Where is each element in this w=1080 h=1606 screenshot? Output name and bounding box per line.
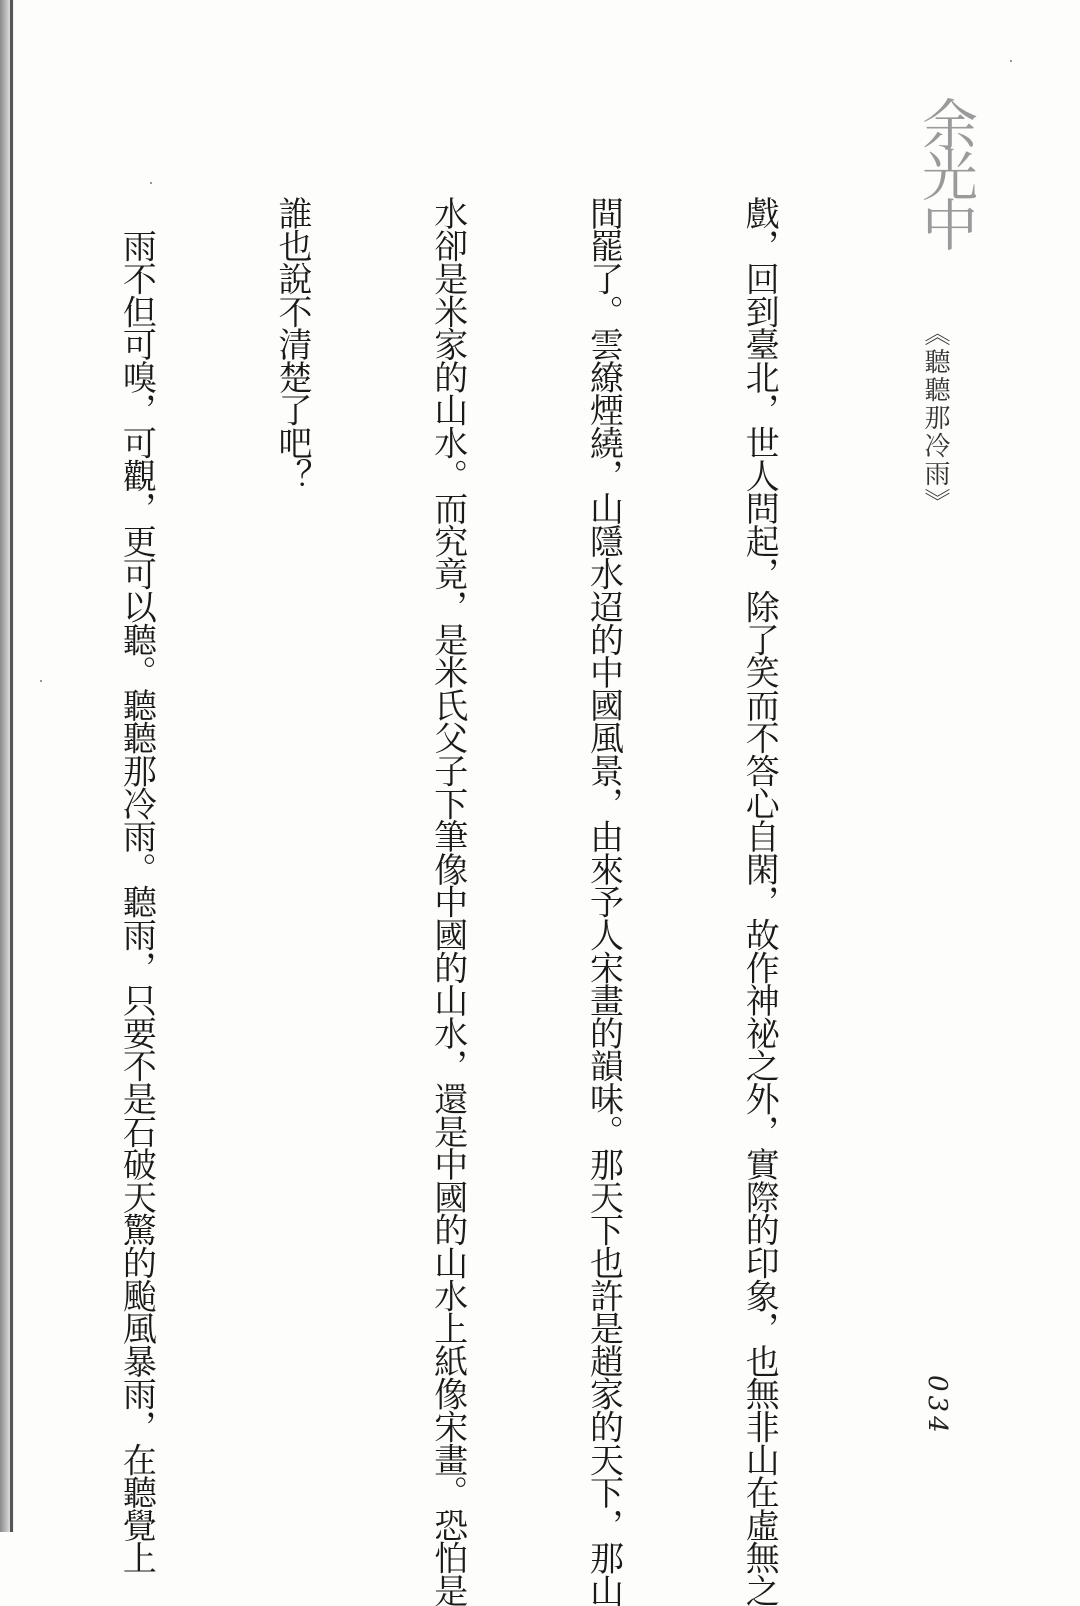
text-column: 雨不但可嗅，可觀，更可以聽。聽聽那冷雨。聽雨，只要不是石破天驚的颱風暴雨，在聽覺上 — [116, 196, 157, 1574]
scan-speck — [150, 182, 152, 184]
text-column: 間罷了。雲繚煙繞，山隱水迢的中國風景，由來予人宋畫的韻味。那天下也許是趙家的天下，那山 — [583, 196, 624, 1606]
text-column: 水卻是米家的山水。而究竟，是米氏父子下筆像中國的山水，還是中國的山水上紙像宋畫。恐怕是 — [427, 196, 468, 1606]
text-column: 戲，回到臺北，世人問起，除了笑而不答心自閑，故作神祕之外，實際的印象，也無非山在虛無之 — [739, 196, 780, 1606]
scan-speck — [1010, 60, 1012, 62]
page-number: 034 — [922, 1375, 952, 1437]
scan-speck — [40, 680, 42, 682]
author-signature: 余光中 — [913, 96, 978, 246]
body-text — [0, 196, 888, 1606]
book-title: 《聽聽那冷雨》 — [920, 320, 950, 516]
text-column: 誰也說不清楚了吧？ — [272, 196, 313, 492]
text-column — [0, 196, 6, 1396]
